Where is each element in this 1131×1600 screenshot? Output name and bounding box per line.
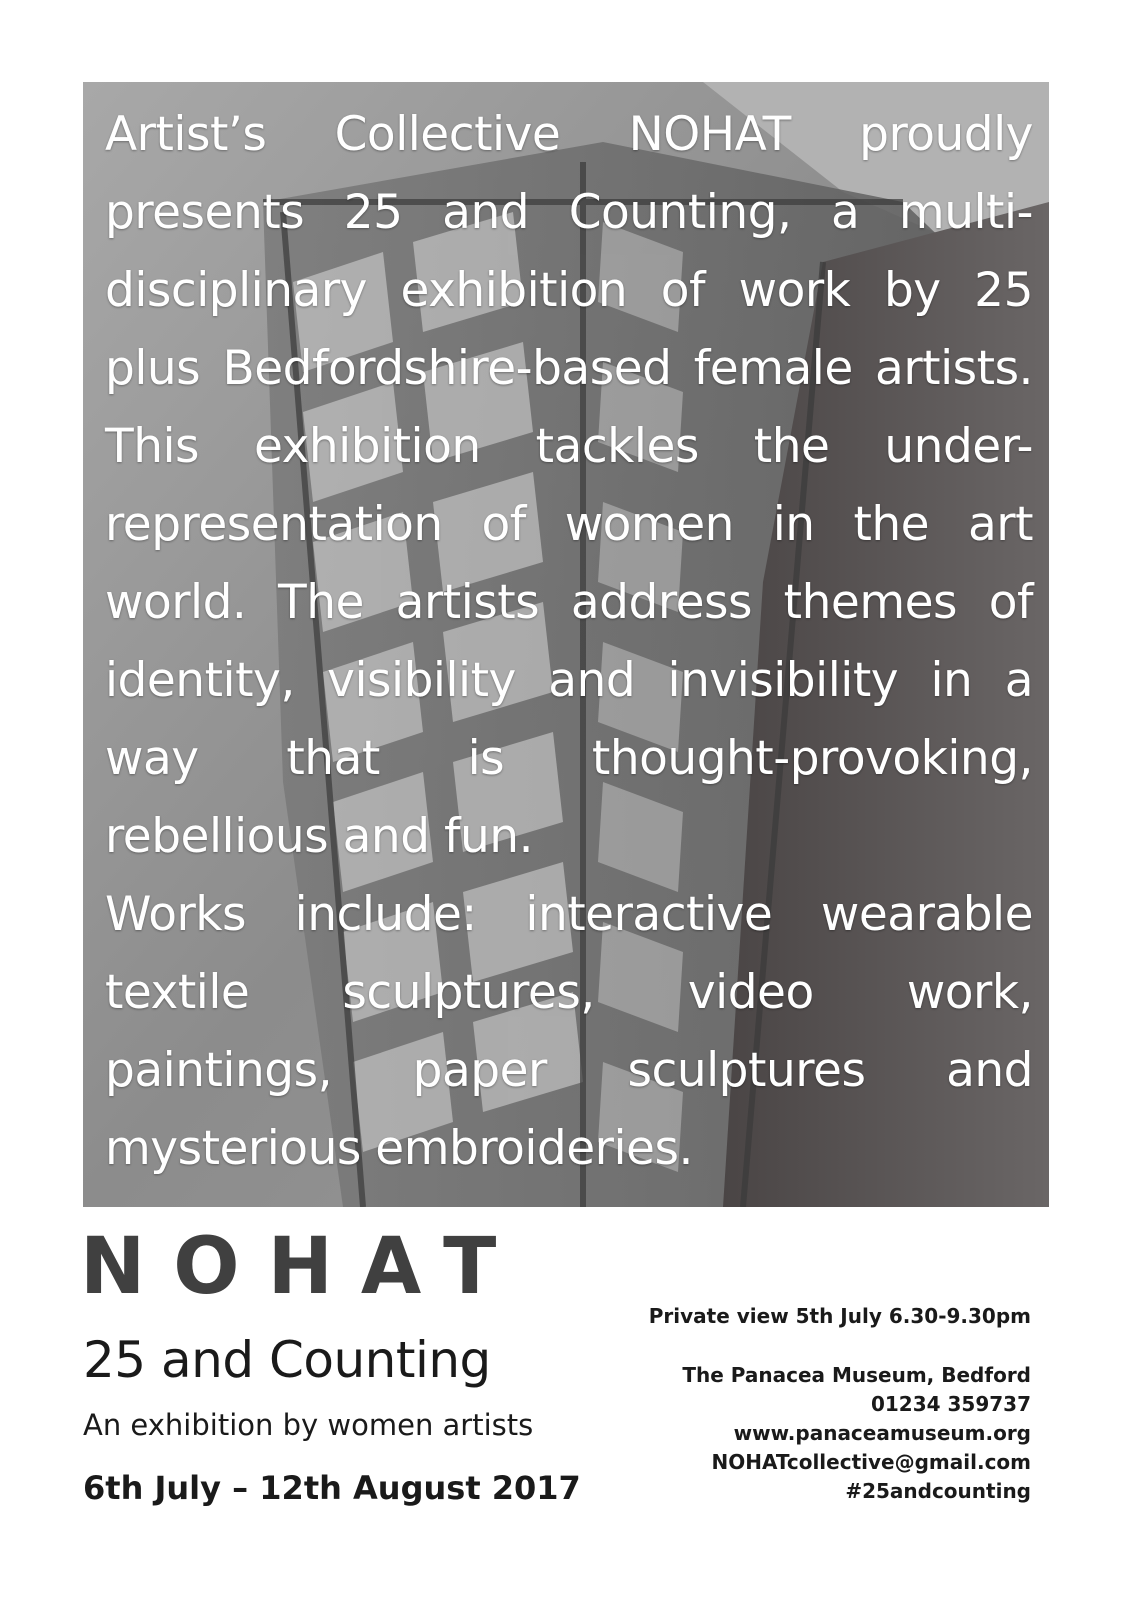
- description-paragraph-2: Works include: interactive wearable textile sculptures, video work, paintings, paper sculptures and mysterious embroideries.: [105, 887, 1033, 1176]
- venue: The Panacea Museum, Bedford: [682, 1363, 1031, 1387]
- exhibition-description: [105, 96, 1033, 1188]
- hero-panel: [83, 82, 1049, 1207]
- exhibition-title: 25 and Counting: [83, 1331, 491, 1389]
- event-info: [649, 1302, 1031, 1506]
- email-link[interactable]: NOHATcollective@gmail.com: [711, 1450, 1031, 1474]
- exhibition-dates: 6th July – 12th August 2017: [83, 1469, 581, 1507]
- hashtag: #25andcounting: [845, 1479, 1031, 1503]
- exhibition-subtitle: An exhibition by women artists: [83, 1408, 534, 1442]
- description-paragraph-1: Artist’s Collective NOHAT proudly presents 25 and Counting, a multi-disciplinary exhibition of work by 25 plus Bedfordshire-based female artists. This exhibition tackles the under-representation of women in the art world. The artists address themes of identity, visibility and invisibility in a way that is thought-provoking, rebellious and fun.: [105, 107, 1033, 864]
- website-link[interactable]: www.panaceamuseum.org: [733, 1421, 1031, 1445]
- private-view: Private view 5th July 6.30-9.30pm: [648, 1304, 1031, 1328]
- nohat-logo: NOHAT: [80, 1222, 525, 1312]
- phone: 01234 359737: [870, 1392, 1031, 1416]
